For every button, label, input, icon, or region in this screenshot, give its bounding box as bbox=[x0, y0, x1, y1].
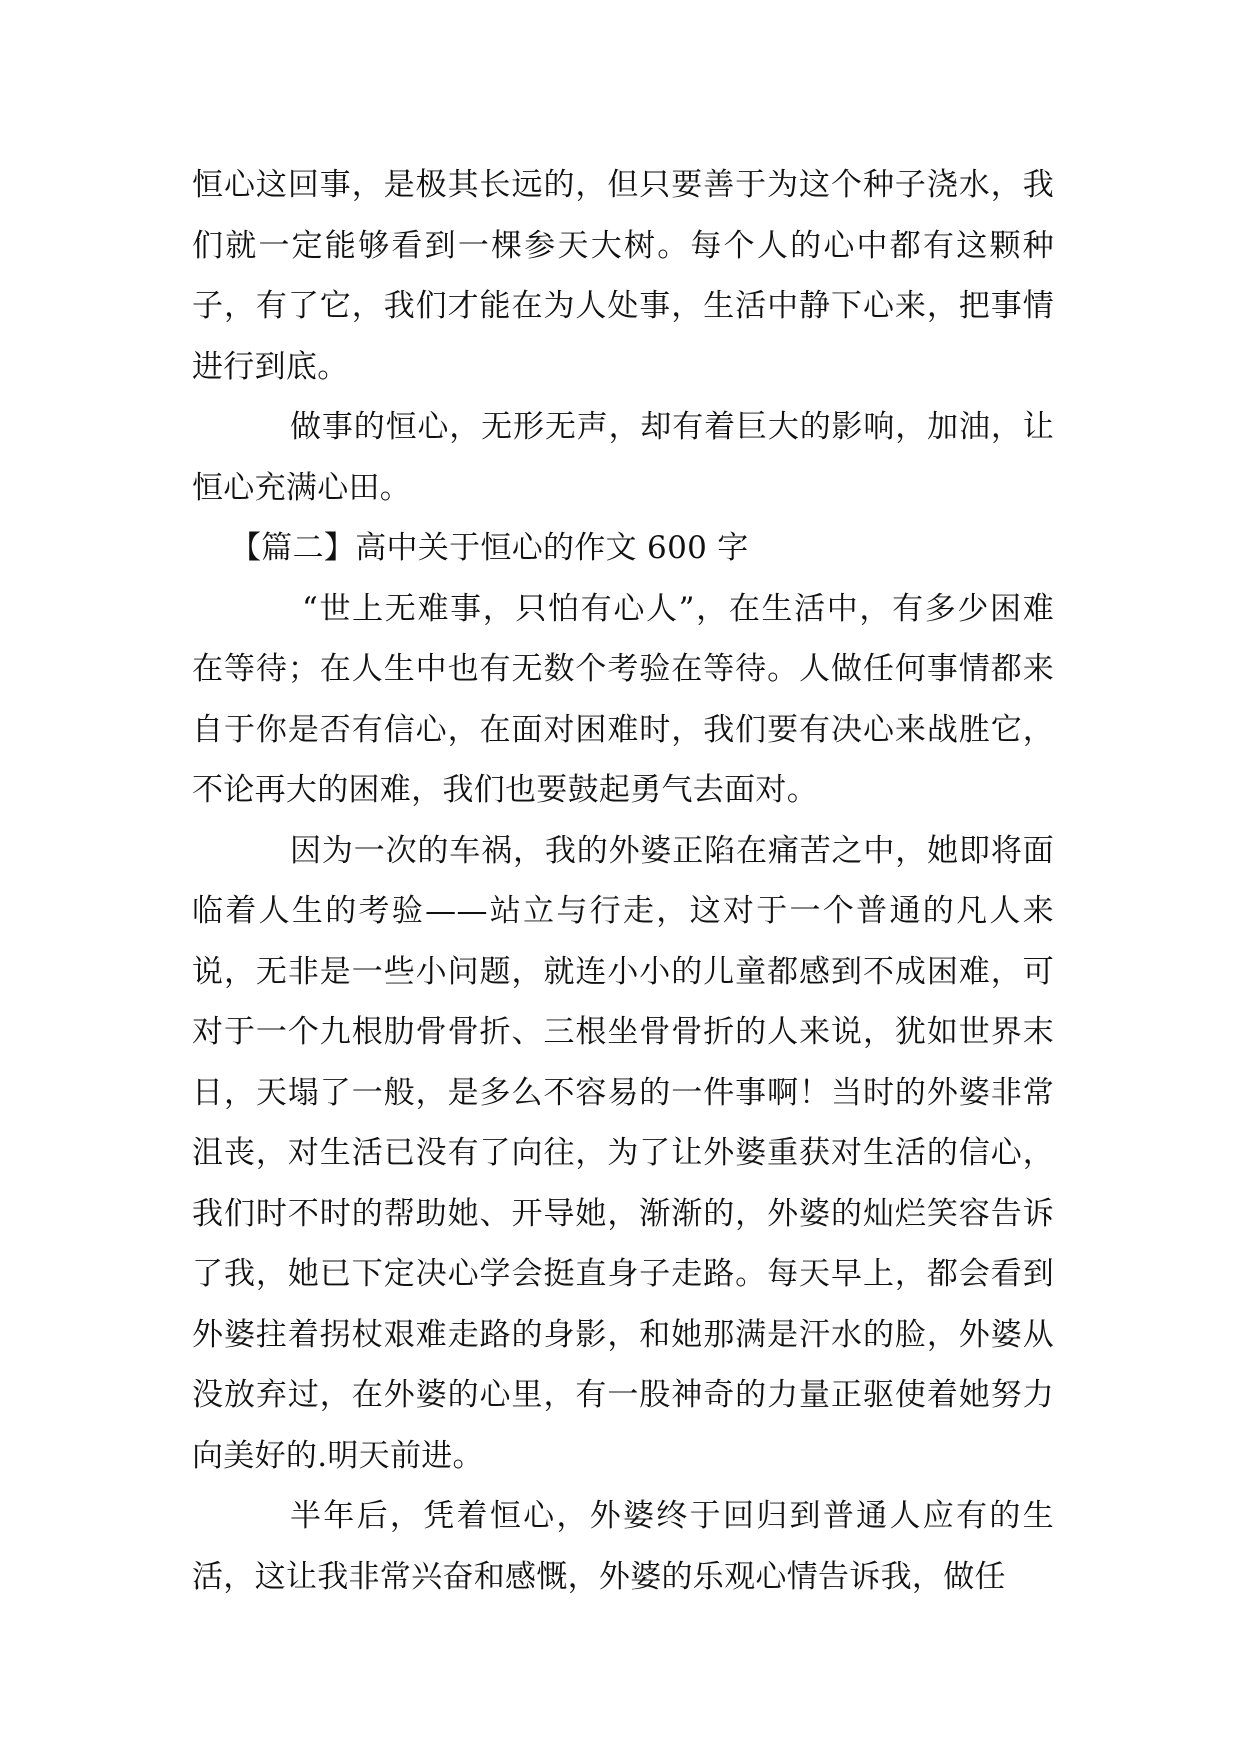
paragraph-story: 因为一次的车祸，我的外婆正陷在痛苦之中，她即将面临着人生的考验——站立与行走，这对于一个普通的凡人来说，无非是一些小问题，就连小小的儿童都感到不成困难，可对于一个九根肋骨骨折、三根坐骨骨折的人来说，犹如世界末日，天塌了一般，是多么不容易的一件事啊！当时的外婆非常沮丧，对生活已没有了向往，为了让外婆重获对生活的信心，我们时不时的帮助她、开导她，渐渐的，外婆的灿烂笑容告诉了我，她已下定决心学会挺直身子走路。每天早上，都会看到外婆拄着拐杖艰难走路的身影，和她那满是汗水的脸，外婆从没放弃过，在外婆的心里，有一股神奇的力量正驱使着她努力向美好的.明天前进。 bbox=[192, 832, 1054, 1474]
document-body bbox=[192, 155, 1054, 1607]
paragraph-conclusion: 做事的恒心，无形无声，却有着巨大的影响，加油，让恒心充满心田。 bbox=[192, 409, 1054, 506]
paragraph-intro: “世上无难事，只怕有心人”，在生活中，有多少困难在等待；在人生中也有无数个考验在等待。人做任何事情都来自于你是否有信心，在面对困难时，我们要有决心来战胜它，不论再大的困难，我们也要鼓起勇气去面对。 bbox=[192, 590, 1054, 808]
paragraph-recovery: 半年后，凭着恒心，外婆终于回归到普通人应有的生活，这让我非常兴奋和感慨，外婆的乐观心情告诉我，做任 bbox=[192, 1498, 1054, 1595]
section-heading: 【篇二】高中关于恒心的作文 600 字 bbox=[230, 530, 749, 566]
paragraph-continued: 恒心这回事，是极其长远的，但只要善于为这个种子浇水，我们就一定能够看到一棵参天大树。每个人的心中都有这颗种子，有了它，我们才能在为人处事，生活中静下心来，把事情进行到底。 bbox=[192, 167, 1054, 385]
